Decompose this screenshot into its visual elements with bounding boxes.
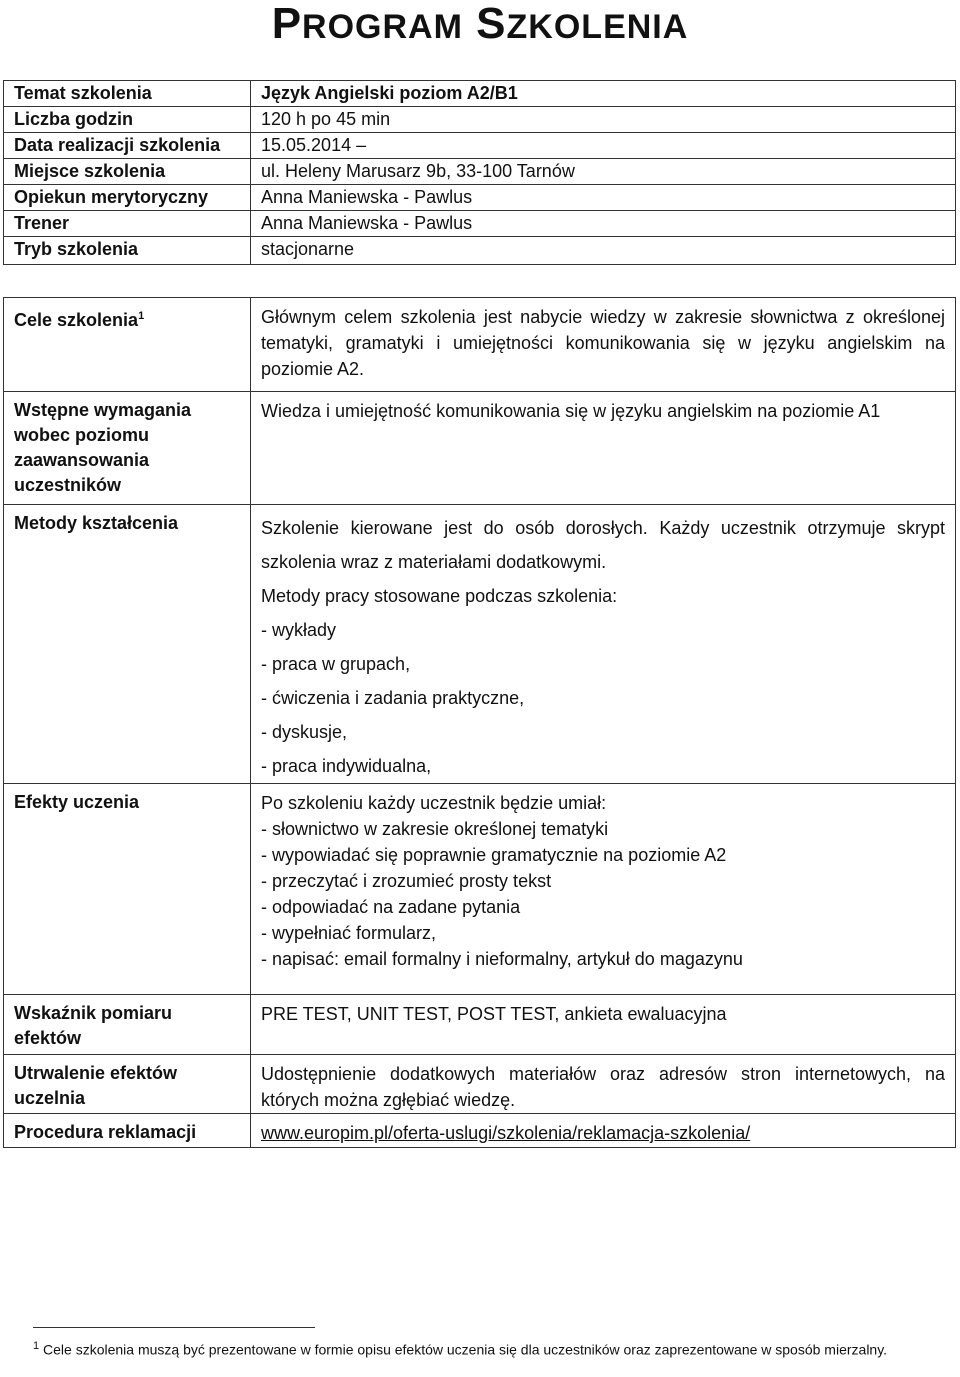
procedura-label: Procedura reklamacji bbox=[4, 1114, 251, 1148]
metody-item: - praca indywidualna, bbox=[261, 756, 432, 776]
cele-key: Cele szkolenia bbox=[14, 310, 139, 330]
metody-label: Metody kształcenia bbox=[4, 505, 251, 784]
details-row-efekty bbox=[4, 784, 956, 995]
page-title bbox=[0, 0, 960, 51]
details-row-wymagania bbox=[4, 392, 956, 505]
info-value: Anna Maniewska - Pawlus bbox=[251, 185, 956, 211]
info-value: 15.05.2014 – bbox=[251, 133, 956, 159]
title-cap-s: S bbox=[476, 0, 507, 48]
wymagania-label: Wstępne wymagania wobec poziomu zaawansowania uczestników bbox=[4, 392, 251, 505]
title-rest-2: ZKOLENIA bbox=[506, 8, 689, 46]
info-row bbox=[4, 211, 956, 237]
info-row bbox=[4, 237, 956, 265]
details-table bbox=[3, 297, 956, 1148]
info-key: Liczba godzin bbox=[4, 107, 251, 133]
title-cap-p: P bbox=[271, 0, 303, 48]
efekty-lead: Po szkoleniu każdy uczestnik będzie umiał: bbox=[261, 793, 607, 813]
wskaznik-value: PRE TEST, UNIT TEST, POST TEST, ankieta ewaluacyjna bbox=[251, 995, 956, 1055]
title-rest-1: ROGRAM bbox=[302, 8, 463, 46]
footnote-mark: 1 bbox=[33, 1340, 40, 1352]
info-value: stacjonarne bbox=[251, 237, 956, 265]
efekty-item: - przeczytać i zrozumieć prosty tekst bbox=[261, 871, 552, 891]
info-value: 120 h po 45 min bbox=[251, 107, 956, 133]
info-value: Anna Maniewska - Pawlus bbox=[251, 211, 956, 237]
metody-item: - praca w grupach, bbox=[261, 654, 411, 674]
footnote-divider bbox=[33, 1327, 315, 1328]
efekty-item: - słownictwo w zakresie określonej tematyki bbox=[261, 819, 609, 839]
details-row-metody bbox=[4, 505, 956, 784]
info-key: Opiekun merytoryczny bbox=[4, 185, 251, 211]
info-row bbox=[4, 81, 956, 107]
wskaznik-label: Wskaźnik pomiaru efektów bbox=[4, 995, 251, 1055]
efekty-value bbox=[251, 784, 956, 995]
wymagania-value: Wiedza i umiejętność komunikowania się w języku angielskim na poziomie A1 bbox=[251, 392, 956, 505]
info-value: ul. Heleny Marusarz 9b, 33-100 Tarnów bbox=[251, 159, 956, 185]
footnote-ref: 1 bbox=[138, 310, 145, 322]
info-value: Język Angielski poziom A2/B1 bbox=[251, 81, 956, 107]
efekty-item: - napisać: email formalny i nieformalny, artykuł do magazynu bbox=[261, 949, 743, 969]
efekty-label: Efekty uczenia bbox=[4, 784, 251, 995]
info-key: Trener bbox=[4, 211, 251, 237]
metody-intro: Szkolenie kierowane jest do osób dorosłych. Każdy uczestnik otrzymuje skrypt szkolenia wraz z materiałami dodatkowymi. bbox=[261, 518, 945, 572]
details-row-procedura bbox=[4, 1114, 956, 1148]
efekty-item: - odpowiadać na zadane pytania bbox=[261, 897, 521, 917]
details-row-wskaznik bbox=[4, 995, 956, 1055]
info-key: Temat szkolenia bbox=[4, 81, 251, 107]
efekty-item: - wypowiadać się poprawnie gramatycznie na poziomie A2 bbox=[261, 845, 727, 865]
metody-lead: Metody pracy stosowane podczas szkolenia: bbox=[261, 586, 618, 606]
efekty-item: - wypełniać formularz, bbox=[261, 923, 437, 943]
info-row bbox=[4, 159, 956, 185]
reklamacja-link[interactable]: www.europim.pl/oferta-uslugi/szkolenia/reklamacja-szkolenia/ bbox=[261, 1123, 751, 1143]
details-row-utrwalenie bbox=[4, 1055, 956, 1114]
info-key: Tryb szkolenia bbox=[4, 237, 251, 265]
info-key: Miejsce szkolenia bbox=[4, 159, 251, 185]
details-row-cele bbox=[4, 298, 956, 392]
info-key: Data realizacji szkolenia bbox=[4, 133, 251, 159]
footnote bbox=[33, 1337, 928, 1359]
utrwalenie-value: Udostępnienie dodatkowych materiałów oraz adresów stron internetowych, na których można zgłębiać wiedzę. bbox=[251, 1055, 956, 1114]
info-row bbox=[4, 133, 956, 159]
procedura-value bbox=[251, 1114, 956, 1148]
metody-item: - wykłady bbox=[261, 620, 337, 640]
utrwalenie-label: Utrwalenie efektów uczelnia bbox=[4, 1055, 251, 1114]
cele-value: Głównym celem szkolenia jest nabycie wiedzy w zakresie słownictwa z określonej tematyki, gramatyki i umiejętności komunikowania się w języku angielskim na poziomie A2. bbox=[251, 298, 956, 392]
metody-item: - ćwiczenia i zadania praktyczne, bbox=[261, 688, 525, 708]
info-table bbox=[3, 80, 956, 265]
metody-item: - dyskusje, bbox=[261, 722, 348, 742]
footnote-text: Cele szkolenia muszą być prezentowane w formie opisu efektów uczenia się dla uczestników oraz zaprezentowane w sposób mierzalny. bbox=[43, 1341, 888, 1358]
cele-label bbox=[4, 298, 251, 392]
metody-value bbox=[251, 505, 956, 784]
info-row bbox=[4, 107, 956, 133]
info-row bbox=[4, 185, 956, 211]
